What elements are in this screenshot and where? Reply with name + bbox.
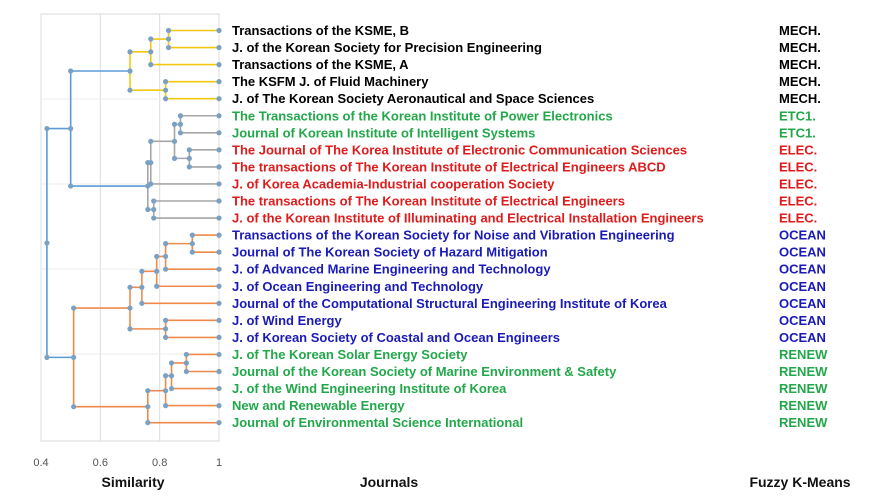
dendrogram-node-dot	[172, 156, 177, 161]
dendrogram-node-dot	[71, 404, 76, 409]
x-tick-label: 0.4	[33, 457, 49, 469]
dendrogram-node-dot	[190, 250, 195, 255]
dendrogram-node-dot	[163, 254, 168, 259]
cluster-label: MECH.	[779, 74, 821, 90]
journal-label: The KSFM J. of Fluid Machinery	[232, 74, 429, 90]
dendrogram-branch	[130, 287, 166, 329]
journal-label: Transactions of the KSME, A	[232, 57, 409, 73]
dendrogram-node-dot	[187, 147, 192, 152]
x-tick-label: 0.8	[152, 457, 168, 469]
dendrogram-node-dot	[68, 68, 73, 73]
journal-label: J. of The Korean Society Aeronautical and Space Sciences	[232, 91, 595, 107]
x-tick-label: 0.6	[92, 457, 108, 469]
journal-label: Transactions of the KSME, B	[232, 23, 409, 38]
dendrogram-node-dot	[169, 386, 174, 391]
dendrogram-node-dot	[163, 373, 168, 378]
dendrogram-branch	[148, 391, 219, 423]
dendrogram-node-dot	[127, 305, 132, 310]
dendrogram-node-dot	[154, 284, 159, 289]
dendrogram-node-dot	[68, 126, 73, 131]
cluster-label: ETC1.	[779, 125, 816, 141]
dendrogram-node-dot	[216, 352, 221, 357]
dendrogram-branch	[189, 150, 219, 167]
journal-labels	[232, 23, 704, 430]
dendrogram-node-dot	[163, 335, 168, 340]
dendrogram-node-dot	[216, 62, 221, 67]
journal-label: New and Renewable Energy	[232, 398, 405, 414]
journal-label: Journal of Environmental Science International	[232, 415, 524, 431]
journal-label: Journal of the Computational Structural Engineering Institute of Korea	[232, 295, 667, 311]
journal-label: J. of Korea Academia-Industrial cooperation Society	[232, 176, 555, 192]
method-column-header: Fuzzy K-Means	[749, 474, 851, 490]
dendrogram-node-dot	[145, 404, 150, 409]
dendrogram-node-dot	[216, 79, 221, 84]
cluster-label: MECH.	[779, 57, 821, 73]
dendrogram-node-dot	[151, 207, 156, 212]
dendrogram-branch	[186, 354, 219, 371]
cluster-label: ELEC.	[779, 159, 818, 175]
dendrogram-node-dot	[216, 233, 221, 238]
dendrogram-node-dot	[184, 352, 189, 357]
dendrogram-node-dot	[216, 164, 221, 169]
dendrogram-node-dot	[148, 36, 153, 41]
journal-label: The transactions of The Korean Institute of Electrical Engineers ABCD	[232, 159, 666, 175]
x-axis-title: Similarity	[101, 474, 165, 490]
journal-label: J. of the Korean Society for Precision Engineering	[232, 40, 542, 56]
dendrogram-node-dot	[127, 49, 132, 54]
dendrogram-node-dot	[184, 369, 189, 374]
journal-label: J. of the Korean Institute of Illuminating and Electrical Installation Engineers	[232, 210, 704, 226]
dendrogram-node-dot	[216, 335, 221, 340]
dendrogram-node-dot	[216, 386, 221, 391]
cluster-label: OCEAN	[779, 244, 826, 260]
dendrogram-node-dot	[166, 28, 171, 33]
dendrogram-node-dot	[145, 420, 150, 425]
journal-label: J. of Advanced Marine Engineering and Technology	[232, 261, 551, 277]
dendrogram-node-dot	[163, 241, 168, 246]
dendrogram-node-dot	[169, 360, 174, 365]
dendrogram-node-dot	[145, 160, 150, 165]
dendrogram-branch	[166, 320, 219, 337]
cluster-label: OCEAN	[779, 312, 826, 328]
dendrogram-node-dot	[148, 139, 153, 144]
cluster-label: RENEW	[779, 415, 828, 431]
dendrogram-node-dot	[178, 113, 183, 118]
dendrogram-node-dot	[151, 198, 156, 203]
dendrogram-node-dot	[154, 254, 159, 259]
cluster-label: RENEW	[779, 398, 828, 414]
dendrogram-branch	[180, 116, 219, 133]
dendrogram-node-dot	[216, 250, 221, 255]
dendrogram-node-dot	[163, 267, 168, 272]
x-axis-ticks	[33, 457, 222, 469]
dendrogram-node-dot	[216, 267, 221, 272]
dendrogram-node-dot	[163, 388, 168, 393]
dendrogram-node-dot	[178, 130, 183, 135]
dendrogram-node-dot	[154, 269, 159, 274]
dendrogram-node-dot	[172, 139, 177, 144]
x-tick-label: 1	[215, 457, 223, 469]
dendrogram-node-dot	[190, 233, 195, 238]
journal-label: J. of the Wind Engineering Institute of Korea	[232, 381, 507, 397]
dendrogram-node-dot	[216, 130, 221, 135]
dendrogram-node-dot	[187, 156, 192, 161]
dendrogram-node-dot	[148, 62, 153, 67]
cluster-label: RENEW	[779, 381, 828, 397]
dendrogram-branch	[47, 129, 74, 358]
dendrogram-branch	[130, 52, 166, 90]
dendrogram-branch	[74, 308, 148, 407]
dendrogram-node-dot	[71, 305, 76, 310]
journal-label: Transactions of the Korean Society for Noise and Vibration Engineering	[232, 227, 675, 243]
journal-label: The Journal of The Korea Institute of Electronic Communication Sciences	[232, 142, 688, 158]
dendrogram-branch	[154, 201, 219, 218]
cluster-label: OCEAN	[779, 227, 826, 243]
dendrogram-node-dot	[166, 36, 171, 41]
dendrogram-node-dot	[151, 215, 156, 220]
dendrogram-node-dot	[127, 285, 132, 290]
dendrogram-node-dot	[216, 45, 221, 50]
journal-label: Journal of Korean Institute of Intelligent Systems	[232, 125, 536, 141]
dendrogram-node-dot	[163, 96, 168, 101]
dendrogram-node-dot	[127, 326, 132, 331]
dendrogram-node-dot	[216, 284, 221, 289]
journal-label: Journal of the Korean Society of Marine Environment & Safety	[232, 364, 617, 379]
dendrogram-branches	[47, 31, 219, 423]
dendrogram-branch	[166, 82, 219, 99]
cluster-labels	[779, 23, 828, 430]
dendrogram-node-dot	[178, 122, 183, 127]
dendrogram-node-dot	[169, 373, 174, 378]
dendrogram-branch	[166, 376, 219, 406]
dendrogram-node-dot	[44, 240, 49, 245]
dendrogram-node-dot	[187, 164, 192, 169]
dendrogram-node-dot	[68, 183, 73, 188]
journal-label: J. of Korean Society of Coastal and Ocean Engineers	[232, 329, 560, 345]
dendrogram-node-dot	[71, 355, 76, 360]
cluster-label: OCEAN	[779, 329, 826, 345]
dendrogram-node-dot	[216, 181, 221, 186]
dendrogram-node-dot	[216, 147, 221, 152]
journal-label: J. of Ocean Engineering and Technology	[232, 278, 484, 294]
dendrogram-branch	[151, 39, 219, 65]
cluster-label: ETC1.	[779, 108, 816, 124]
dendrogram-node-dot	[127, 68, 132, 73]
dendrogram-node-dot	[216, 198, 221, 203]
dendrogram-node-dot	[166, 45, 171, 50]
dendrogram-node-dot	[184, 360, 189, 365]
dendrogram-node-dot	[139, 269, 144, 274]
cluster-label: MECH.	[779, 23, 821, 38]
dendrogram-node-dot	[216, 301, 221, 306]
dendrogram-node-dot	[216, 403, 221, 408]
cluster-label: OCEAN	[779, 261, 826, 277]
dendrogram-node-dot	[163, 403, 168, 408]
cluster-label: ELEC.	[779, 193, 818, 209]
dendrogram-node-dot	[216, 318, 221, 323]
journal-label: J. of Wind Energy	[232, 312, 342, 328]
dendrogram-node-dot	[163, 318, 168, 323]
cluster-label: OCEAN	[779, 278, 826, 294]
journal-label: The Transactions of the Korean Institute of Power Electronics	[232, 108, 613, 124]
dendrogram-node-dot	[44, 355, 49, 360]
dendrogram-node-dot	[127, 88, 132, 93]
cluster-label: ELEC.	[779, 176, 818, 192]
dendrogram-node-dot	[163, 88, 168, 93]
cluster-label: MECH.	[779, 91, 821, 107]
journal-label: J. of The Korean Solar Energy Society	[232, 346, 468, 362]
dendrogram-node-dot	[216, 113, 221, 118]
cluster-label: OCEAN	[779, 295, 826, 311]
dendrogram-node-dot	[139, 285, 144, 290]
cluster-label: ELEC.	[779, 210, 818, 226]
dendrogram-node-dot	[145, 183, 150, 188]
cluster-label: RENEW	[779, 346, 828, 362]
journals-column-header: Journals	[359, 474, 419, 490]
dendrogram-node-dot	[216, 369, 221, 374]
dendrogram-node-dot	[145, 388, 150, 393]
journal-label: The transactions of The Korean Institute of Electrical Engineers	[232, 193, 625, 209]
dendrogram-node-dot	[163, 326, 168, 331]
dendrogram-branch	[172, 363, 219, 389]
dendrogram-node-dot	[139, 301, 144, 306]
dendrogram-branch	[71, 71, 148, 186]
dendrogram-node-dot	[172, 122, 177, 127]
cluster-label: MECH.	[779, 40, 821, 56]
dendrogram-node-dot	[44, 126, 49, 131]
dendrogram-node-dot	[216, 420, 221, 425]
dendrogram-node-dot	[163, 79, 168, 84]
dendrogram-branch	[151, 141, 219, 184]
dendrogram-node-dot	[216, 28, 221, 33]
cluster-label: RENEW	[779, 364, 828, 379]
dendrogram-branch	[192, 235, 219, 252]
dendrogram-node-dot	[190, 241, 195, 246]
journal-label: Journal of The Korean Society of Hazard Mitigation	[232, 244, 548, 260]
dendrogram-node-dot	[216, 215, 221, 220]
dendrogram-node-dot	[145, 207, 150, 212]
dendrogram-branch	[142, 271, 219, 303]
dendrogram-node-dot	[148, 49, 153, 54]
cluster-label: ELEC.	[779, 142, 818, 158]
dendrogram-branch	[169, 31, 219, 48]
dendrogram-node-dot	[216, 96, 221, 101]
